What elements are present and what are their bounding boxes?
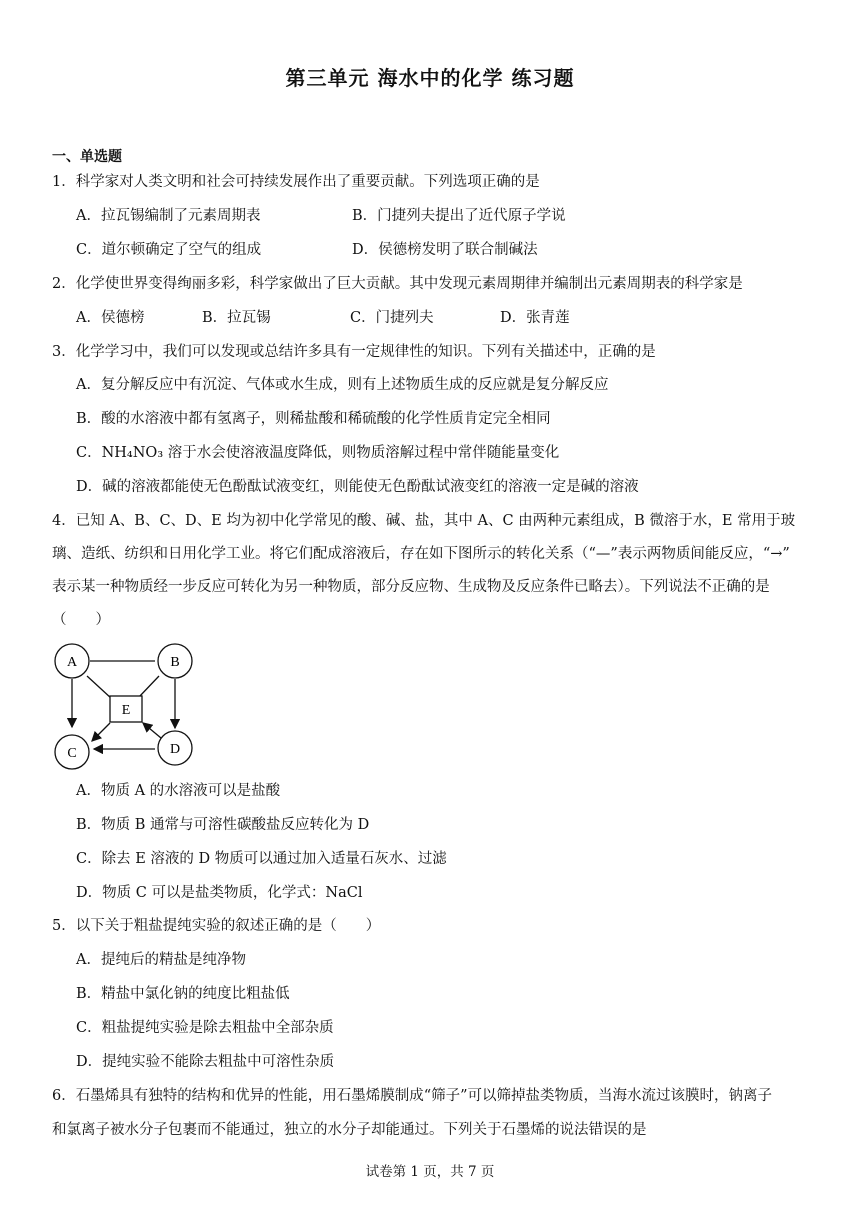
node-a-label: A — [66, 655, 78, 670]
node-c-label: C — [67, 746, 77, 761]
question-3-option-d: D．碱的溶液都能使无色酚酞试液变红，则能使无色酚酞试液变红的溶液一定是碱的溶液 — [76, 479, 639, 495]
question-4-stem-line-4: （ ） — [52, 612, 110, 628]
question-2-option-c: C．门捷列夫 — [350, 310, 434, 326]
question-2-options — [76, 308, 598, 328]
question-6-stem-line-1: 6．石墨烯具有独特的结构和优异的性能，用石墨烯膜制成“筛子”可以筛掉盐类物质，当海水流过该膜时，钠离子 — [52, 1088, 773, 1104]
question-3-option-c: C．NH₄NO₃ 溶于水会使溶液温度降低，则物质溶解过程中常伴随能量变化 — [76, 445, 560, 461]
question-4-stem-line-2: 璃、造纸、纺织和日用化学工业。将它们配成溶液后，存在如下图所示的转化关系（“—”表示两物质间能反应，“→” — [52, 546, 790, 562]
question-1-option-a: A．拉瓦锡编制了元素周期表 — [76, 208, 261, 224]
node-b-label: B — [170, 655, 180, 670]
question-3-stem: 3．化学学习中，我们可以发现或总结许多具有一定规律性的知识。下列有关描述中，正确的是 — [52, 344, 656, 360]
page-footer: 试卷第 1 页，共 7 页 — [365, 1164, 495, 1180]
question-5-option-b: B．精盐中氯化钠的纯度比粗盐低 — [76, 986, 290, 1002]
question-2-option-d: D．张青莲 — [500, 310, 570, 326]
conversion-diagram — [50, 640, 200, 775]
question-5-option-a: A．提纯后的精盐是纯净物 — [76, 952, 246, 968]
question-2-stem: 2．化学使世界变得绚丽多彩，科学家做出了巨大贡献。其中发现元素周期律并编制出元素周期表的科学家是 — [52, 276, 743, 292]
question-5-stem: 5．以下关于粗盐提纯实验的叙述正确的是（ ） — [52, 918, 381, 934]
question-4-option-c: C．除去 E 溶液的 D 物质可以通过加入适量石灰水、过滤 — [76, 851, 447, 867]
question-2-option-a: A．侯德榜 — [76, 310, 145, 326]
question-1-option-b: B．门捷列夫提出了近代原子学说 — [352, 208, 566, 224]
question-1-option-c: C．道尔顿确定了空气的组成 — [76, 242, 262, 258]
page-title: 第三单元 海水中的化学 练习题 — [285, 66, 575, 90]
link-a-e — [87, 676, 112, 699]
node-e-label: E — [121, 703, 131, 718]
link-b-e — [139, 676, 159, 697]
question-6-stem-line-2: 和氯离子被水分子包裹而不能通过，独立的水分子却能通过。下列关于石墨烯的说法错误的是 — [52, 1122, 647, 1138]
question-5-option-c: C．粗盐提纯实验是除去粗盐中全部杂质 — [76, 1020, 334, 1036]
arrow-d-to-e — [143, 723, 161, 738]
question-4-option-b: B．物质 B 通常与可溶性碳酸盐反应转化为 D — [76, 817, 370, 833]
question-5-option-d: D．提纯实验不能除去粗盐中可溶性杂质 — [76, 1054, 335, 1070]
question-1-option-d: D．侯德榜发明了联合制碱法 — [352, 242, 538, 258]
question-1-stem: 1．科学家对人类文明和社会可持续发展作出了重要贡献。下列选项正确的是 — [52, 174, 540, 190]
section-heading: 一、单选题 — [52, 149, 122, 165]
question-4-stem-line-3: 表示某一种物质经一步反应可转化为另一种物质，部分反应物、生成物及反应条件已略去）。下列说法不正确的是 — [52, 579, 770, 595]
question-4-option-d: D．物质 C 可以是盐类物质，化学式：NaCl — [76, 885, 363, 901]
question-2-option-b: B．拉瓦锡 — [202, 310, 271, 326]
node-d-label: D — [169, 742, 181, 757]
arrow-e-to-c — [92, 723, 110, 741]
question-4-stem-line-1: 4．已知 A、B、C、D、E 均为初中化学常见的酸、碱、盐，其中 A、C 由两种元素组成，B 微溶于水，E 常用于玻 — [52, 513, 796, 529]
question-4-option-a: A．物质 A 的水溶液可以是盐酸 — [76, 783, 281, 799]
question-3-option-a: A．复分解反应中有沉淀、气体或水生成，则有上述物质生成的反应就是复分解反应 — [76, 377, 609, 393]
question-3-option-b: B．酸的水溶液中都有氢离子，则稀盐酸和稀硫酸的化学性质肯定完全相同 — [76, 411, 551, 427]
